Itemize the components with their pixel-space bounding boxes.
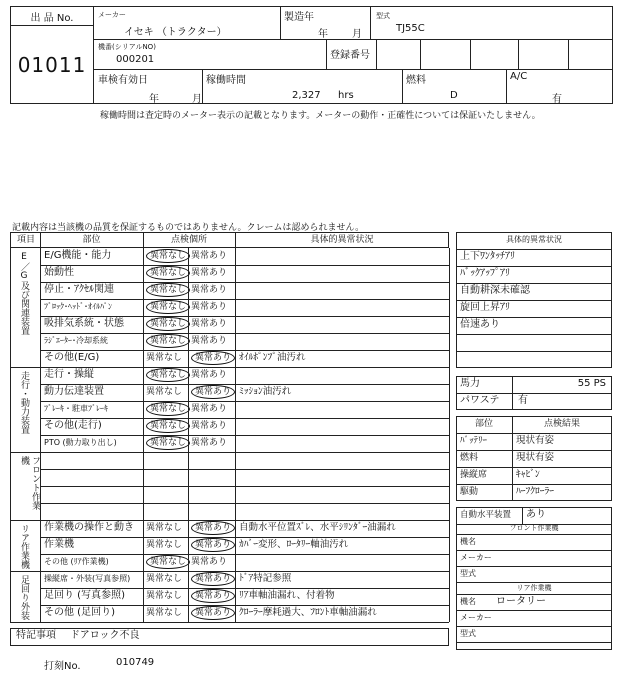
maker-value: イセキ （トラクター） [124,27,227,38]
row-part: 始動性 [44,267,74,278]
check-abnormal: 異常あり [191,537,235,553]
check-normal: 異常なし [146,333,190,349]
row-part: 走行・操縦 [44,369,94,380]
check-abnormal: 異常あり [191,571,235,587]
disclaimer: 記載内容は当該機の品質を保証するものではありません。クレームは認められません。 [12,223,365,233]
row-part: その他(走行) [44,420,102,431]
check-abnormal: 異常あり [191,421,228,431]
row-part: その他(E/G) [44,352,100,363]
check-normal: 異常なし [146,316,190,332]
ac-value: 有 [552,94,562,105]
section-label: フロント作業機 [19,456,40,510]
check-result: ﾊｰﾌｸﾛｰﾗｰ [516,486,555,497]
check-result: 現状有姿 [516,452,555,463]
stamp-value: 010749 [116,657,155,668]
check-abnormal: 異常あり [191,251,228,261]
implement-header: フロント作業機 [509,524,559,532]
inspection-label: 車検有効日 [98,75,148,86]
row-detail: ｶﾊﾞｰ変形、ﾛｰﾀﾘｰ軸油汚れ [239,539,349,550]
check-abnormal: 異常あり [191,350,235,366]
check-normal: 異常なし [146,591,183,601]
special-notes-label: 特記事項 [16,630,56,641]
registration-label: 登録番号 [330,50,370,61]
fuel-label: 燃料 [406,75,426,86]
check-abnormal: 異常あり [191,268,228,278]
check-normal: 異常なし [146,435,190,451]
row-part: ﾗｼﾞｴｰﾀｰ･冷却系統 [44,336,108,345]
header-detail: 具体的異常状況 [310,235,374,245]
row-part: 停止・ｱｸｾﾙ関連 [44,284,114,295]
check-abnormal: 異常あり [191,404,228,414]
check-abnormal: 異常あり [191,384,235,400]
header-part: 部位 [82,235,101,245]
check-abnormal: 異常あり [191,302,228,312]
detail-item: 旋回上昇ｱﾘ [460,302,510,313]
check-normal: 異常なし [146,574,183,584]
stamp-label: 打刻No. [44,661,81,672]
check-result: ｷｬﾋﾞﾝ [516,469,540,480]
auto-level-label: 自動水平装置 [460,510,512,520]
check-normal: 異常なし [146,353,183,363]
check-normal: 異常なし [146,299,190,315]
inspection-year-unit: 年 [149,94,159,105]
check-normal: 異常なし [146,540,183,550]
check-normal: 異常なし [146,554,190,570]
implement-header: リア作業機 [516,584,552,592]
check-abnormal: 異常あり [191,557,228,567]
header-check: 点検個所 [170,235,207,245]
row-part: PTO (動力取り出し) [44,438,117,447]
row-part: ﾌﾞﾛｯｸ･ﾍｯﾄﾞ･ｵｲﾙﾊﾟﾝ [44,302,112,311]
implement-field-value: ロータリー [496,596,546,607]
month-unit: 月 [352,29,362,40]
right-panel [456,232,612,652]
implement-field-label: メーカー [460,613,492,622]
check-result: 現状有姿 [516,435,555,446]
check-part: 操縦席 [460,470,488,480]
check-abnormal: 異常あり [191,438,228,448]
section-label: リア作業機 [19,524,29,569]
fuel-value: D [450,90,458,101]
implement-field-label: 型式 [460,569,476,578]
implement-field-label: 機名 [460,537,476,546]
row-part: その他 (足回り) [44,607,115,618]
year-label: 製造年 [284,12,314,23]
check-normal: 異常なし [146,248,190,264]
section-label: 走行・動力装置 [19,371,29,434]
row-part: 作業機の操作と動き [44,522,134,533]
section-label: E／G及び関連装置 [19,252,29,335]
row-part: 足回り (写真参照) [44,590,125,601]
row-detail: 自動水平位置ｽﾞﾚ、水平ｼﾘﾝﾀﾞｰ油漏れ [239,522,396,533]
horsepower-label: 馬力 [460,378,480,389]
model-value: TJ55C [396,23,425,34]
hours-value: 2,327 [292,90,321,101]
row-detail: ｸﾛｰﾗｰ摩耗過大、ﾌﾛﾝﾄ車軸油漏れ [239,607,377,618]
row-detail: ﾐｯｼｮﾝ油汚れ [239,386,292,397]
check-abnormal: 異常あり [191,285,228,295]
row-part: 作業機 [44,539,74,550]
horsepower-value: 55 PS [577,378,606,389]
vehicle-info-box [93,6,613,104]
hours-unit: hrs [338,90,354,101]
check-part: 燃料 [460,453,479,463]
implement-field-label: メーカー [460,553,492,562]
check-abnormal: 異常あり [191,336,228,346]
detail-header: 具体的異常状況 [506,235,562,244]
implement-field-label: 機名 [460,597,476,606]
ac-label: A/C [510,71,528,82]
lot-box [10,6,94,104]
row-detail: ﾄﾞｱ特記参照 [239,573,292,584]
power-steering-value: 有 [518,395,528,406]
inspection-month-unit: 月 [192,94,202,105]
check-abnormal: 異常あり [191,605,235,621]
lot-label: 出 品 No. [30,13,74,24]
check-part: 駆動 [460,487,479,497]
section-label: 足回り外装 [19,575,29,620]
model-label: 型式 [376,12,390,20]
special-notes-value: ドアロック不良 [70,630,140,641]
row-part: E/G機能・能力 [44,250,112,261]
check-normal: 異常なし [146,523,183,533]
detail-item: 自動耕深未確認 [460,285,530,296]
row-part: ﾌﾞﾚｰｷ・駐車ﾌﾞﾚｰｷ [44,404,108,413]
row-detail: ﾘｱ車軸油漏れ、付着物 [239,590,335,601]
check-abnormal: 異常あり [191,319,228,329]
detail-item: 上下ﾜﾝﾀｯﾁｱﾘ [460,251,515,262]
year-unit: 年 [318,29,328,40]
check-part: ﾊﾞｯﾃﾘｰ [460,436,488,446]
check-normal: 異常なし [146,282,190,298]
check-normal: 異常なし [146,387,183,397]
check-abnormal: 異常あり [191,588,235,604]
row-detail: ｵｲﾙﾎﾟﾝﾌﾟ油汚れ [239,352,306,363]
check-abnormal: 異常あり [191,520,235,536]
check-abnormal: 異常あり [191,370,228,380]
row-part: 操縦席・外装(写真参照) [44,574,131,583]
check-normal: 異常なし [146,418,190,434]
inspection-table [10,232,449,652]
row-part: 動力伝達装置 [44,386,104,397]
hours-label: 稼働時間 [206,75,246,86]
power-steering-label: パワステ [460,395,500,406]
lot-number: 01011 [17,53,87,77]
maker-label: メーカー [98,11,126,19]
check-normal: 異常なし [146,265,190,281]
hours-note: 稼働時間は査定時のメーター表示の記載となります。メーターの動作・正確性については保証いたしません。 [100,111,541,121]
auto-level-value: あり [526,509,546,520]
check-result-header: 点検結果 [543,419,580,429]
check-normal: 異常なし [146,367,190,383]
detail-item: ﾊﾞｯｸｱｯﾌﾟｱﾘ [460,268,510,279]
serial-value: 000201 [116,54,155,65]
implement-field-label: 型式 [460,629,476,638]
check-normal: 異常なし [146,608,183,618]
row-part: 吸排気系統・状態 [44,318,124,329]
header-item: 項目 [16,235,35,245]
detail-item: 倍速あり [460,319,500,330]
row-part: その他 (ﾘｱ作業機) [44,557,109,566]
serial-label: 機番(シリアルNO) [98,43,156,51]
check-normal: 異常なし [146,401,190,417]
check-part-header: 部位 [474,419,493,429]
